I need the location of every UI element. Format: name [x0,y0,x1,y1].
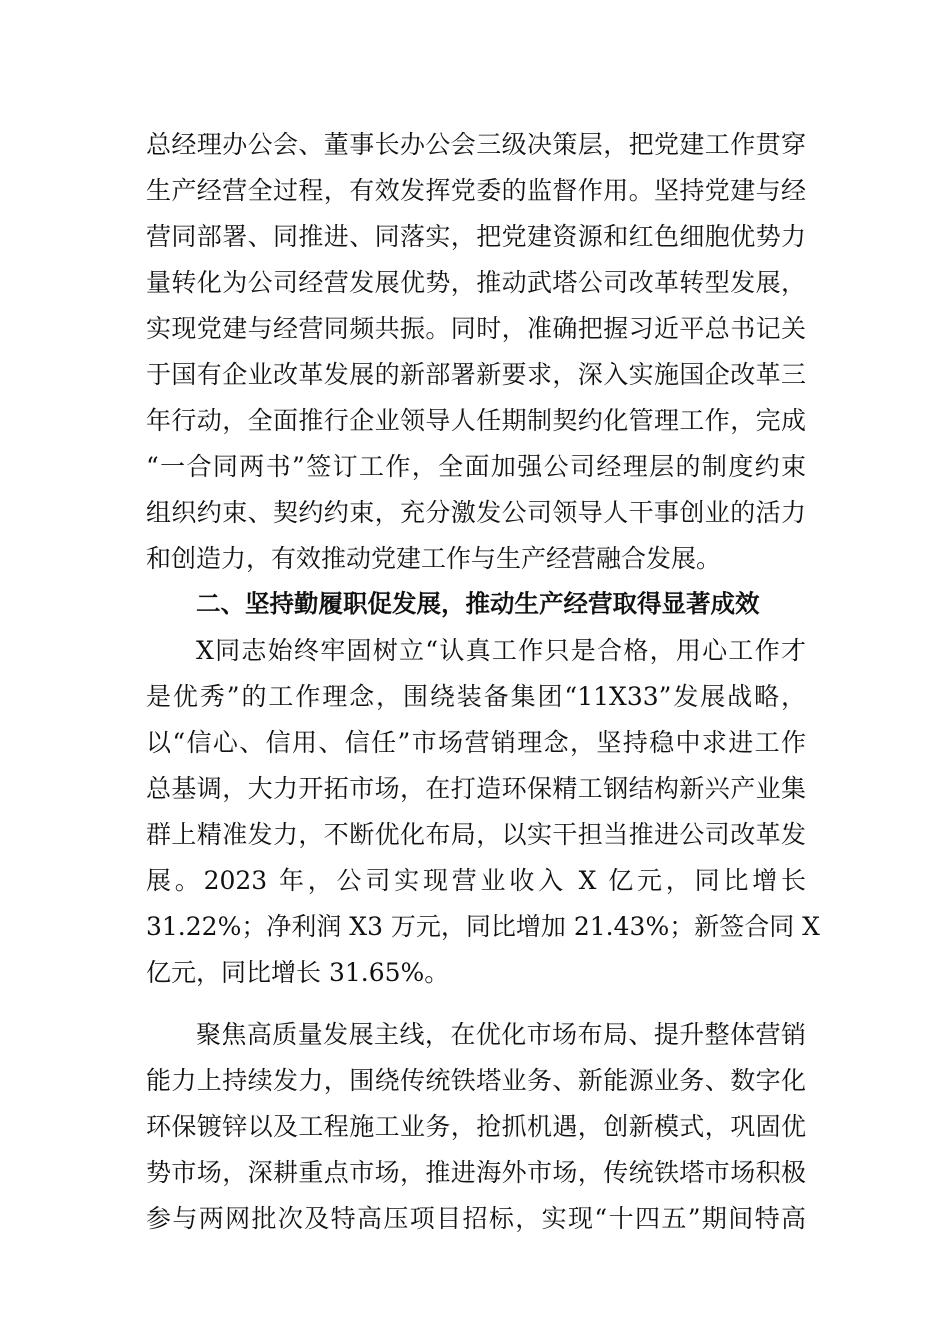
text-line: 实现党建与经营同频共振。同时，准确把握习近平总书记关 [146,314,806,343]
text-line: 总经理办公会、董事长办公会三级决策层，把党建工作贯穿 [146,130,806,159]
text-line: 营同部署、同推进、同落实，把党建资源和红色细胞优势力 [146,222,806,251]
text-line: X同志始终牢固树立“认真工作只是合格，用心工作才 [196,636,806,665]
text-line: 和创造力，有效推动党建工作与生产经营融合发展。 [146,544,722,573]
text-line: 总基调，大力开拓市场，在打造环保精工钢结构新兴产业集 [146,774,806,803]
text-line: 于国有企业改革发展的新部署新要求，深入实施国企改革三 [146,360,806,389]
text-line: 环保镀锌以及工程施工业务，抢抓机遇，创新模式，巩固优 [146,1112,806,1141]
text-line: 生产经营全过程，有效发挥党委的监督作用。坚持党建与经 [146,176,806,205]
text-line: 是优秀”的工作理念，围绕装备集团“11X33”发展战略， [146,682,806,711]
text-line: 聚焦高质量发展主线，在优化市场布局、提升整体营销 [196,1020,806,1049]
text-line: 展。2023 年，公司实现营业收入 X 亿元，同比增长 [146,866,806,895]
text-line: “一合同两书”签订工作，全面加强公司经理层的制度约束 [146,452,806,481]
text-line: 参与两网批次及特高压项目招标，实现“十四五”期间特高 [146,1204,806,1233]
text-line: 组织约束、契约约束，充分激发公司领导人干事创业的活力 [146,498,806,527]
text-line: 量转化为公司经营发展优势，推动武塔公司改革转型发展， [146,268,806,297]
text-line: 能力上持续发力，围绕传统铁塔业务、新能源业务、数字化 [146,1066,806,1095]
text-line: 势市场，深耕重点市场，推进海外市场，传统铁塔市场积极 [146,1158,806,1187]
text-line: 群上精准发力，不断优化布局，以实干担当推进公司改革发 [146,820,806,849]
text-line: 31.22%；净利润 X3 万元，同比增加 21.43%；新签合同 X [146,912,820,941]
text-line: 亿元，同比增长 31.65%。 [146,958,450,987]
section-heading: 二、坚持勤履职促发展，推动生产经营取得显著成效 [196,589,760,618]
text-line: 以“信心、信用、信任”市场营销理念，坚持稳中求进工作 [146,728,806,757]
text-line: 年行动，全面推行企业领导人任期制契约化管理工作，完成 [146,406,806,435]
